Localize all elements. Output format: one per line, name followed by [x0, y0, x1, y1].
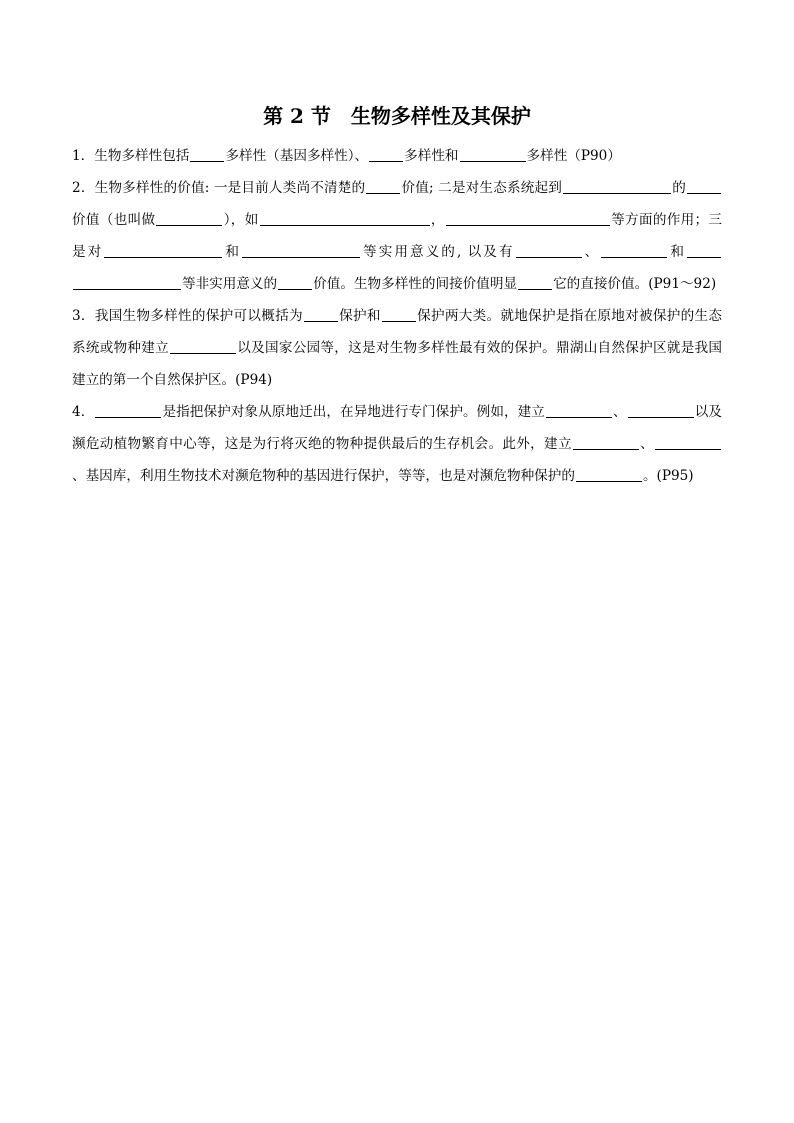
q2-text: 等非实用意义的 [182, 276, 278, 292]
question-3 [72, 300, 722, 396]
q4-text: 是指把保护对象从原地迁出，在异地进行专门保护。例如，建立 [162, 404, 545, 420]
fill-blank[interactable] [156, 211, 222, 226]
fill-blank[interactable] [95, 403, 161, 418]
fill-blank[interactable] [563, 179, 671, 194]
q1-text: 1．生物多样性包括 [72, 148, 190, 164]
q2-text: 的 [672, 180, 686, 196]
q1-text: 多样性（P90） [526, 148, 621, 164]
fill-blank[interactable] [628, 403, 694, 418]
fill-blank[interactable] [104, 243, 222, 258]
q4-text: 、基因库，利用生物技术对濒危物种的基因进行保护，等等，也是对濒危物种保护的 [72, 468, 575, 484]
q4-text: 、 [639, 436, 655, 452]
q4-text: 。(P95) [642, 468, 694, 484]
fill-blank[interactable] [190, 147, 224, 162]
q3-text: 保护和 [338, 308, 381, 324]
q2-text: 、 [582, 244, 601, 260]
fill-blank[interactable] [260, 211, 430, 226]
fill-blank[interactable] [687, 243, 721, 258]
q3-text: 以及国家公园等，这是对生物多样性最有效的保护。鼎湖山自然保护区就是我国建立的第一个自然保护区。(P94) [72, 340, 722, 388]
fill-blank[interactable] [73, 275, 181, 290]
q2-text: ， [430, 212, 445, 228]
q2-text: 和 [668, 244, 686, 260]
fill-blank[interactable] [304, 307, 338, 322]
fill-blank[interactable] [382, 307, 416, 322]
q2-text: 价值。生物多样性的间接价值明显 [313, 276, 518, 292]
fill-blank[interactable] [369, 147, 403, 162]
q2-text: 2．生物多样性的价值: 一是目前人类尚不清楚的 [72, 180, 366, 196]
q4-text: 、 [612, 404, 627, 420]
q4-text: 4． [72, 404, 95, 420]
fill-blank[interactable] [518, 275, 552, 290]
fill-blank[interactable] [278, 275, 312, 290]
q2-text: ），如 [223, 212, 259, 228]
q2-text: 等方面的作用；三是对 [72, 212, 723, 260]
question-2 [72, 172, 722, 300]
q4-text: 以及濒危动植物繁育中心等，这是为行将灭绝的物种提供最后的生存机会。此外，建立 [72, 404, 723, 452]
question-4 [72, 396, 722, 492]
fill-blank[interactable] [366, 179, 400, 194]
q1-text: 多样性和 [404, 148, 459, 164]
question-1 [72, 140, 722, 172]
q2-text: 价值（也叫做 [72, 212, 156, 228]
q2-text: 等实用意义的, 以及有 [361, 244, 515, 260]
section-title: 第 2 节 生物多样性及其保护 [263, 104, 531, 128]
q2-text: 它的直接价值。(P91～92) [553, 276, 717, 292]
q2-text: 价值; 二是对生态系统起到 [401, 180, 563, 196]
q3-text: 3．我国生物多样性的保护可以概括为 [72, 308, 303, 324]
fill-blank[interactable] [446, 211, 610, 226]
fill-blank[interactable] [655, 435, 721, 450]
q2-text: 和 [223, 244, 241, 260]
fill-blank[interactable] [573, 435, 639, 450]
fill-blank[interactable] [242, 243, 360, 258]
fill-blank[interactable] [576, 467, 642, 482]
fill-blank[interactable] [516, 243, 582, 258]
fill-blank[interactable] [601, 243, 667, 258]
fill-blank[interactable] [546, 403, 612, 418]
q1-text: 多样性（基因多样性）、 [225, 148, 369, 164]
fill-blank[interactable] [687, 179, 721, 194]
fill-blank[interactable] [460, 147, 526, 162]
fill-blank[interactable] [170, 339, 236, 354]
q3-text: 保护两大类。就地保护是指在原地对被保护的生态系统或物种建立 [72, 308, 723, 356]
